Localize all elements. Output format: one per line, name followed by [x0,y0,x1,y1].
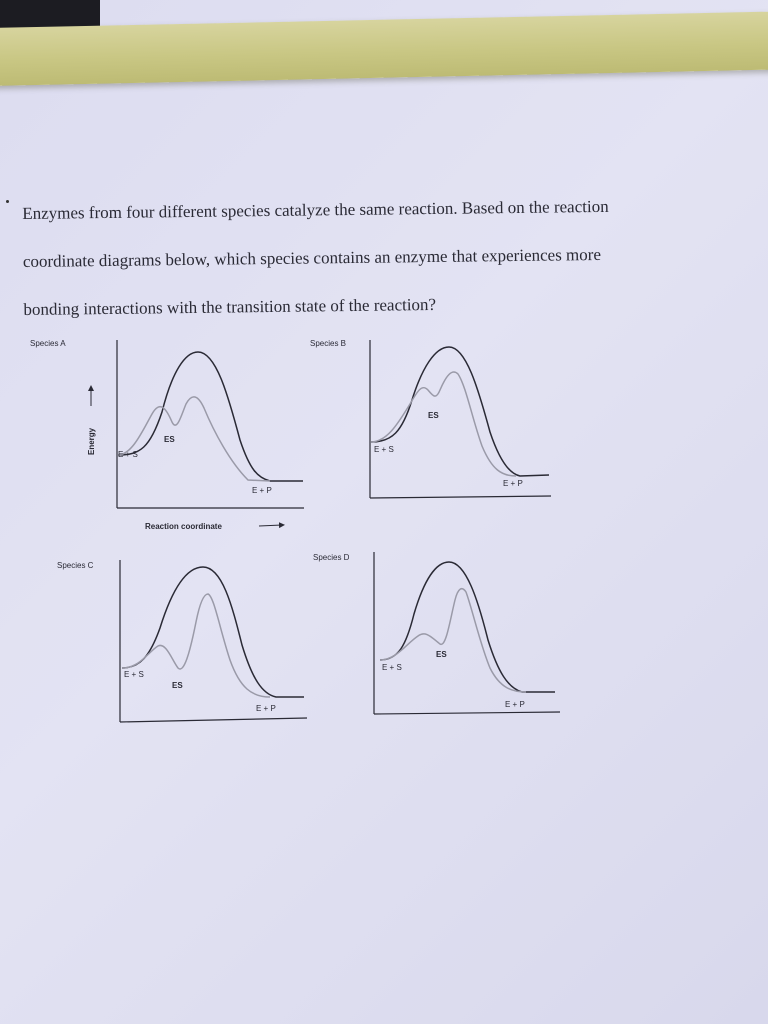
reaction-coordinate-label: Reaction coordinate [145,522,222,531]
panel-a-title: Species A [30,339,66,348]
panel-b-title: Species B [310,339,347,348]
panel-d-products-label: E + P [505,700,525,709]
panel-b-products-label: E + P [503,479,523,488]
panel-c-complex-label: ES [172,681,183,690]
question-line-1: Enzymes from four different species catalyze the same reaction. Based on the reaction [22,196,609,223]
panel-a-complex-label: ES [164,435,175,444]
panel-a-catalyzed-curve [118,397,270,481]
panel-b-catalyzed-curve [371,372,516,476]
panel-b-reactants-label: E + S [374,445,394,454]
panel-c-x-axis [120,718,307,722]
panel-a-products-label: E + P [252,486,272,495]
panel-species-b [310,339,551,498]
panel-species-a [30,339,304,531]
panel-d-x-axis [374,712,560,714]
panel-a-reactants-label: E + S [118,450,138,459]
panel-d-reactants-label: E + S [382,663,402,672]
panel-c-products-label: E + P [256,704,276,713]
panel-species-d [313,552,560,714]
panel-c-title: Species C [57,561,94,570]
panel-species-c [57,560,307,722]
energy-axis-label: Energy [87,427,96,455]
panel-c-reactants-label: E + S [124,670,144,679]
panel-c-catalyzed-curve [122,594,270,697]
question-line-3: bonding interactions with the transition state of the reaction? [23,294,437,319]
question-line-2: coordinate diagrams below, which species contains an enzyme that experiences more [22,244,602,271]
panel-d-complex-label: ES [436,650,447,659]
panel-c-uncatalyzed-curve [122,567,304,697]
panel-b-uncatalyzed-curve [371,347,549,476]
panel-b-x-axis [370,496,551,498]
panel-b-complex-label: ES [428,411,439,420]
reaction-coordinate-arrow [259,525,282,526]
panel-d-title: Species D [313,553,350,562]
panel-a-uncatalyzed-curve [118,352,303,481]
panel-d-uncatalyzed-curve [380,562,555,692]
